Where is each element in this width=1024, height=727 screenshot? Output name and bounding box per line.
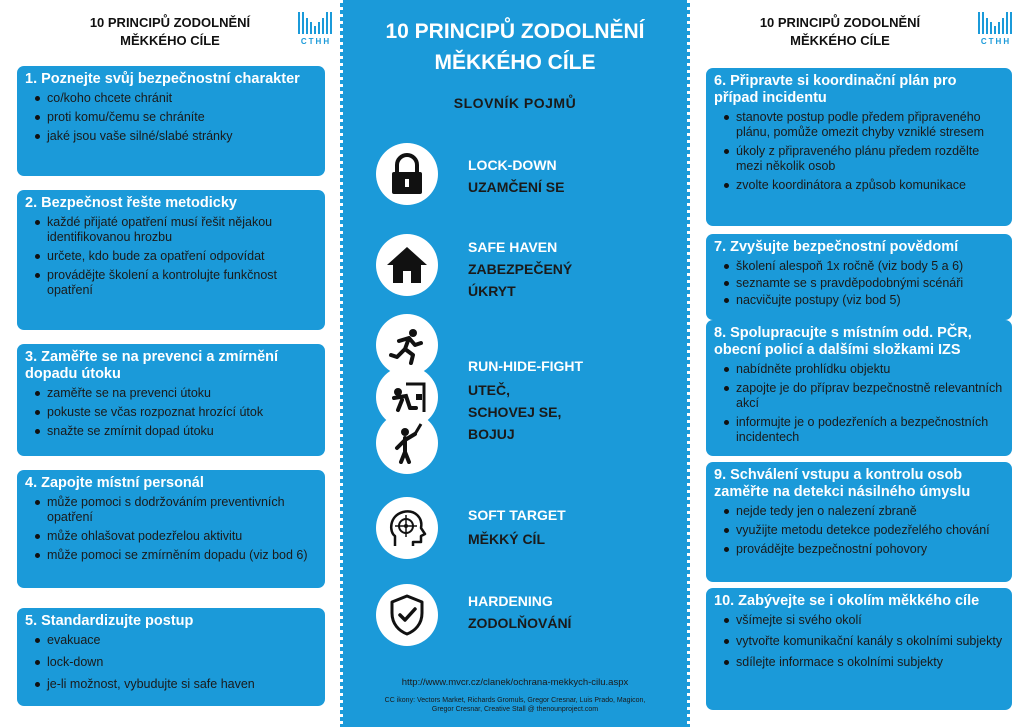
section-5 bbox=[17, 608, 325, 706]
cthh-logo-icon bbox=[976, 10, 1016, 36]
cthh-logo-icon bbox=[296, 10, 336, 36]
cthh-logo-right bbox=[976, 10, 1016, 46]
list-item: nabídněte prohlídku objektu bbox=[722, 362, 1004, 377]
section-1 bbox=[17, 66, 325, 176]
glossary-title bbox=[340, 16, 690, 78]
icon-credits bbox=[355, 696, 675, 714]
term-lockdown-translation: UZAMČENÍ SE bbox=[468, 179, 565, 195]
list-item: všímejte si svého okolí bbox=[722, 613, 1004, 628]
section-6-title: 6. Připravte si koordinační plán pro případ incidentu bbox=[714, 73, 957, 106]
section-9 bbox=[706, 462, 1012, 582]
list-item: provádějte školení a kontrolujte funkčnost opatření bbox=[33, 268, 317, 298]
section-4 bbox=[17, 470, 325, 588]
section-10 bbox=[706, 588, 1012, 710]
house-icon bbox=[376, 234, 438, 296]
section-6 bbox=[706, 68, 1012, 226]
list-item: je-li možnost, vybudujte si safe haven bbox=[33, 677, 317, 692]
list-item: seznamte se s pravděpodobnými scénáři bbox=[722, 276, 1004, 291]
term-soft-target-translation: MĚKKÝ CÍL bbox=[468, 531, 545, 547]
term-hardening-translation: ZODOLŇOVÁNÍ bbox=[468, 615, 572, 631]
list-item: školení alespoň 1x ročně (viz body 5 a 6) bbox=[722, 259, 1004, 274]
head-target-icon bbox=[376, 497, 438, 559]
section-8 bbox=[706, 320, 1012, 456]
left-header-line2: MĚKKÉHO CÍLE bbox=[120, 33, 220, 48]
term-safe-haven-translation-1: ZABEZPEČENÝ bbox=[468, 261, 573, 277]
term-fight-translation: BOJUJ bbox=[468, 426, 515, 442]
section-10-title: 10. Zabývejte se i okolím měkkého cíle bbox=[714, 593, 980, 609]
term-safe-haven: SAFE HAVEN bbox=[468, 239, 558, 255]
icon-credits-line1: CC ikony: Vectors Market, Richards Gromuls, Gregor Cresnar, Luis Prado, Magicon, bbox=[384, 697, 646, 704]
list-item: stanovte postup podle předem připraveného plánu, pomůže omezit chyby vzniklé stresem bbox=[722, 110, 1004, 140]
left-header bbox=[60, 14, 280, 50]
left-panel bbox=[0, 0, 340, 727]
list-item: provádějte bezpečnostní pohovory bbox=[722, 542, 1004, 557]
right-header-line2: MĚKKÉHO CÍLE bbox=[790, 33, 890, 48]
section-3 bbox=[17, 344, 325, 456]
term-run-translation: UTEČ, bbox=[468, 382, 510, 398]
list-item: pokuste se včas rozpoznat hrozící útok bbox=[33, 405, 317, 420]
term-hardening: HARDENING bbox=[468, 593, 553, 609]
section-5-title: 5. Standardizujte postup bbox=[25, 613, 194, 629]
list-item: vytvořte komunikační kanály s okolními subjekty bbox=[722, 634, 1004, 649]
logo-text: CTHH bbox=[300, 37, 332, 46]
section-2-title: 2. Bezpečnost řešte metodicky bbox=[25, 195, 237, 211]
section-7 bbox=[706, 234, 1012, 320]
fighting-person-icon bbox=[376, 412, 438, 474]
glossary-title-line2: MĚKKÉHO CÍLE bbox=[434, 51, 596, 74]
right-header bbox=[730, 14, 950, 50]
list-item: určete, kdo bude za opatření odpovídat bbox=[33, 249, 317, 264]
section-8-title: 8. Spolupracujte s místním odd. PČR, obecní policí a dalšími složkami IZS bbox=[714, 325, 972, 358]
list-item: informujte je o podezřeních a bezpečnostních incidentech bbox=[722, 415, 1004, 445]
list-item: lock-down bbox=[33, 655, 317, 670]
term-run-hide-fight: RUN-HIDE-FIGHT bbox=[468, 358, 584, 374]
left-header-line1: 10 PRINCIPŮ ZODOLNĚNÍ bbox=[89, 15, 251, 30]
list-item: jaké jsou vaše silné/slabé stránky bbox=[33, 129, 317, 144]
cthh-logo bbox=[296, 10, 336, 46]
list-item: co/koho chcete chránit bbox=[33, 91, 317, 106]
term-safe-haven-translation-2: ÚKRYT bbox=[468, 283, 516, 299]
list-item: úkoly z připraveného plánu předem rozdělte mezi několik osob bbox=[722, 144, 1004, 174]
icon-credits-line2: Gregor Cresnar, Creative Stall @ thenounproject.com bbox=[431, 706, 599, 713]
section-4-title: 4. Zapojte místní personál bbox=[25, 475, 204, 491]
source-link[interactable]: http://www.mvcr.cz/clanek/ochrana-mekkych-cilu.aspx bbox=[401, 677, 629, 688]
list-item: zaměřte se na prevenci útoku bbox=[33, 386, 317, 401]
glossary-subtitle: SLOVNÍK POJMŮ bbox=[453, 95, 577, 111]
padlock-icon bbox=[376, 143, 438, 205]
list-item: každé přijaté opatření musí řešit nějakou identifikovanou hrozbu bbox=[33, 215, 317, 245]
list-item: evakuace bbox=[33, 633, 317, 648]
term-hide-translation: SCHOVEJ SE, bbox=[468, 404, 562, 420]
list-item: zvolte koordinátora a způsob komunikace bbox=[722, 178, 1004, 193]
section-1-title: 1. Poznejte svůj bezpečnostní charakter bbox=[25, 71, 300, 87]
list-item: může pomoci s dodržováním preventivních opatření bbox=[33, 495, 317, 525]
glossary-panel bbox=[340, 0, 690, 727]
list-item: sdílejte informace s okolními subjekty bbox=[722, 655, 1004, 670]
list-item: zapojte je do příprav bezpečnostně relevantních akcí bbox=[722, 381, 1004, 411]
section-9-title: 9. Schválení vstupu a kontrolu osob zaměřte na detekci násilného úmyslu bbox=[714, 467, 971, 500]
list-item: nejde tedy jen o nalezení zbraně bbox=[722, 504, 1004, 519]
list-item: může ohlašovat podezřelou aktivitu bbox=[33, 529, 317, 544]
list-item: nacvičujte postupy (viz bod 5) bbox=[722, 293, 1004, 308]
list-item: proti komu/čemu se chráníte bbox=[33, 110, 317, 125]
glossary-title-line1: 10 PRINCIPŮ ZODOLNĚNÍ bbox=[385, 20, 645, 43]
term-soft-target: SOFT TARGET bbox=[468, 507, 566, 523]
section-3-title: 3. Zaměřte se na prevenci a zmírnění dopadu útoku bbox=[25, 349, 279, 382]
section-7-title: 7. Zvyšujte bezpečnostní povědomí bbox=[714, 239, 959, 255]
right-panel bbox=[690, 0, 1024, 727]
right-header-line1: 10 PRINCIPŮ ZODOLNĚNÍ bbox=[759, 15, 921, 30]
logo-text: CTHH bbox=[980, 37, 1012, 46]
list-item: využijte metodu detekce podezřelého chování bbox=[722, 523, 1004, 538]
term-lockdown: LOCK-DOWN bbox=[468, 157, 557, 173]
list-item: může pomoci se zmírněním dopadu (viz bod 6) bbox=[33, 548, 317, 563]
list-item: snažte se zmírnit dopad útoku bbox=[33, 424, 317, 439]
shield-check-icon bbox=[376, 584, 438, 646]
section-2 bbox=[17, 190, 325, 330]
